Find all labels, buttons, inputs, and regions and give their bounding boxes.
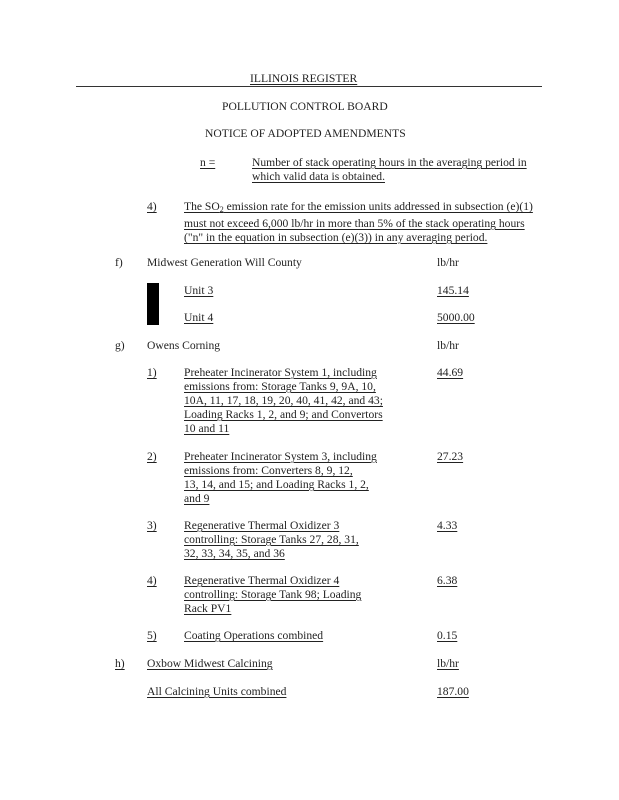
section-h-row-value: 187.00 xyxy=(437,685,469,698)
section-g-row-line: controlling: Storage Tanks 27, 28, 31, xyxy=(184,533,359,546)
board-name: POLLUTION CONTROL BOARD xyxy=(222,100,388,113)
register-title: ILLINOIS REGISTER xyxy=(250,72,358,85)
section-g-row-line: and 9 xyxy=(184,492,210,505)
section-g-row-line: Loading Racks 1, 2, and 9; and Convertors xyxy=(184,408,383,421)
section-g-row-line: Coating Operations combined xyxy=(184,629,324,642)
section-g-unit: lb/hr xyxy=(437,339,459,352)
section-g-row-line: emissions from: Storage Tanks 9, 9A, 10, xyxy=(184,380,376,393)
section-g-row-value: 0.15 xyxy=(437,629,458,642)
section-g-row-line: Preheater Incinerator System 1, including xyxy=(184,366,377,379)
item4-number: 4) xyxy=(147,200,157,213)
section-g-row-number: 5) xyxy=(147,629,157,642)
section-f-row-label: Unit 4 xyxy=(184,311,214,324)
definition-symbol: n = xyxy=(200,156,216,169)
section-g-row-number: 2) xyxy=(147,450,157,463)
section-g-row-line: emissions from: Converters 8, 9, 12, xyxy=(184,464,353,477)
section-g-row-value: 6.38 xyxy=(437,574,458,587)
section-g-row-number: 4) xyxy=(147,574,157,587)
section-g-row-line: Rack PV1 xyxy=(184,602,232,615)
section-f-row-value: 5000.00 xyxy=(437,311,475,324)
section-f-name: Midwest Generation Will County xyxy=(147,256,302,269)
section-g-row-line: 13, 14, and 15; and Loading Racks 1, 2, xyxy=(184,478,369,491)
section-g-name: Owens Corning xyxy=(147,339,221,352)
section-h-unit: lb/hr xyxy=(437,657,459,670)
section-g-row-line: 10 and 11 xyxy=(184,422,230,435)
section-g-row-number: 1) xyxy=(147,366,157,379)
header-rule xyxy=(76,86,542,87)
section-g-row-value: 27.23 xyxy=(437,450,464,463)
section-g-row-value: 4.33 xyxy=(437,519,458,532)
section-f-letter: f) xyxy=(115,256,123,269)
section-g-row-line: 10A, 11, 17, 18, 19, 20, 40, 41, 42, and 43; xyxy=(184,394,383,407)
section-g-row-line: Regenerative Thermal Oxidizer 3 xyxy=(184,519,340,532)
section-g-row-line: Preheater Incinerator System 3, including xyxy=(184,450,377,463)
section-f-row-label: Unit 3 xyxy=(184,284,214,297)
section-g-row-line: controlling: Storage Tank 98; Loading xyxy=(184,588,362,601)
item4-text: The $SO_2$ emission rate for the emission units addressed in subsection (e)(1) must not exceed 6,000 lb/hr in more than 5% of the stack operating hours ("n" in the equation in subsection (e)(3)) in any averaging period. xyxy=(184,200,533,244)
section-f-unit: lb/hr xyxy=(437,256,459,269)
section-g-letter: g) xyxy=(115,339,125,352)
section-f-row-value: 145.14 xyxy=(437,284,469,297)
section-g-row-line: 32, 33, 34, 35, and 36 xyxy=(184,547,285,560)
redaction-bar xyxy=(147,283,159,325)
section-h-name: Oxbow Midwest Calcining xyxy=(147,657,273,670)
section-h-row-label: All Calcining Units combined xyxy=(147,685,287,698)
definition-text: Number of stack operating hours in the averaging period in which valid data is obtained. xyxy=(252,156,527,183)
notice-title: NOTICE OF ADOPTED AMENDMENTS xyxy=(205,127,406,140)
section-g-row-number: 3) xyxy=(147,519,157,532)
section-h-letter: h) xyxy=(115,657,125,670)
section-g-row-line: Regenerative Thermal Oxidizer 4 xyxy=(184,574,340,587)
section-g-row-value: 44.69 xyxy=(437,366,464,379)
